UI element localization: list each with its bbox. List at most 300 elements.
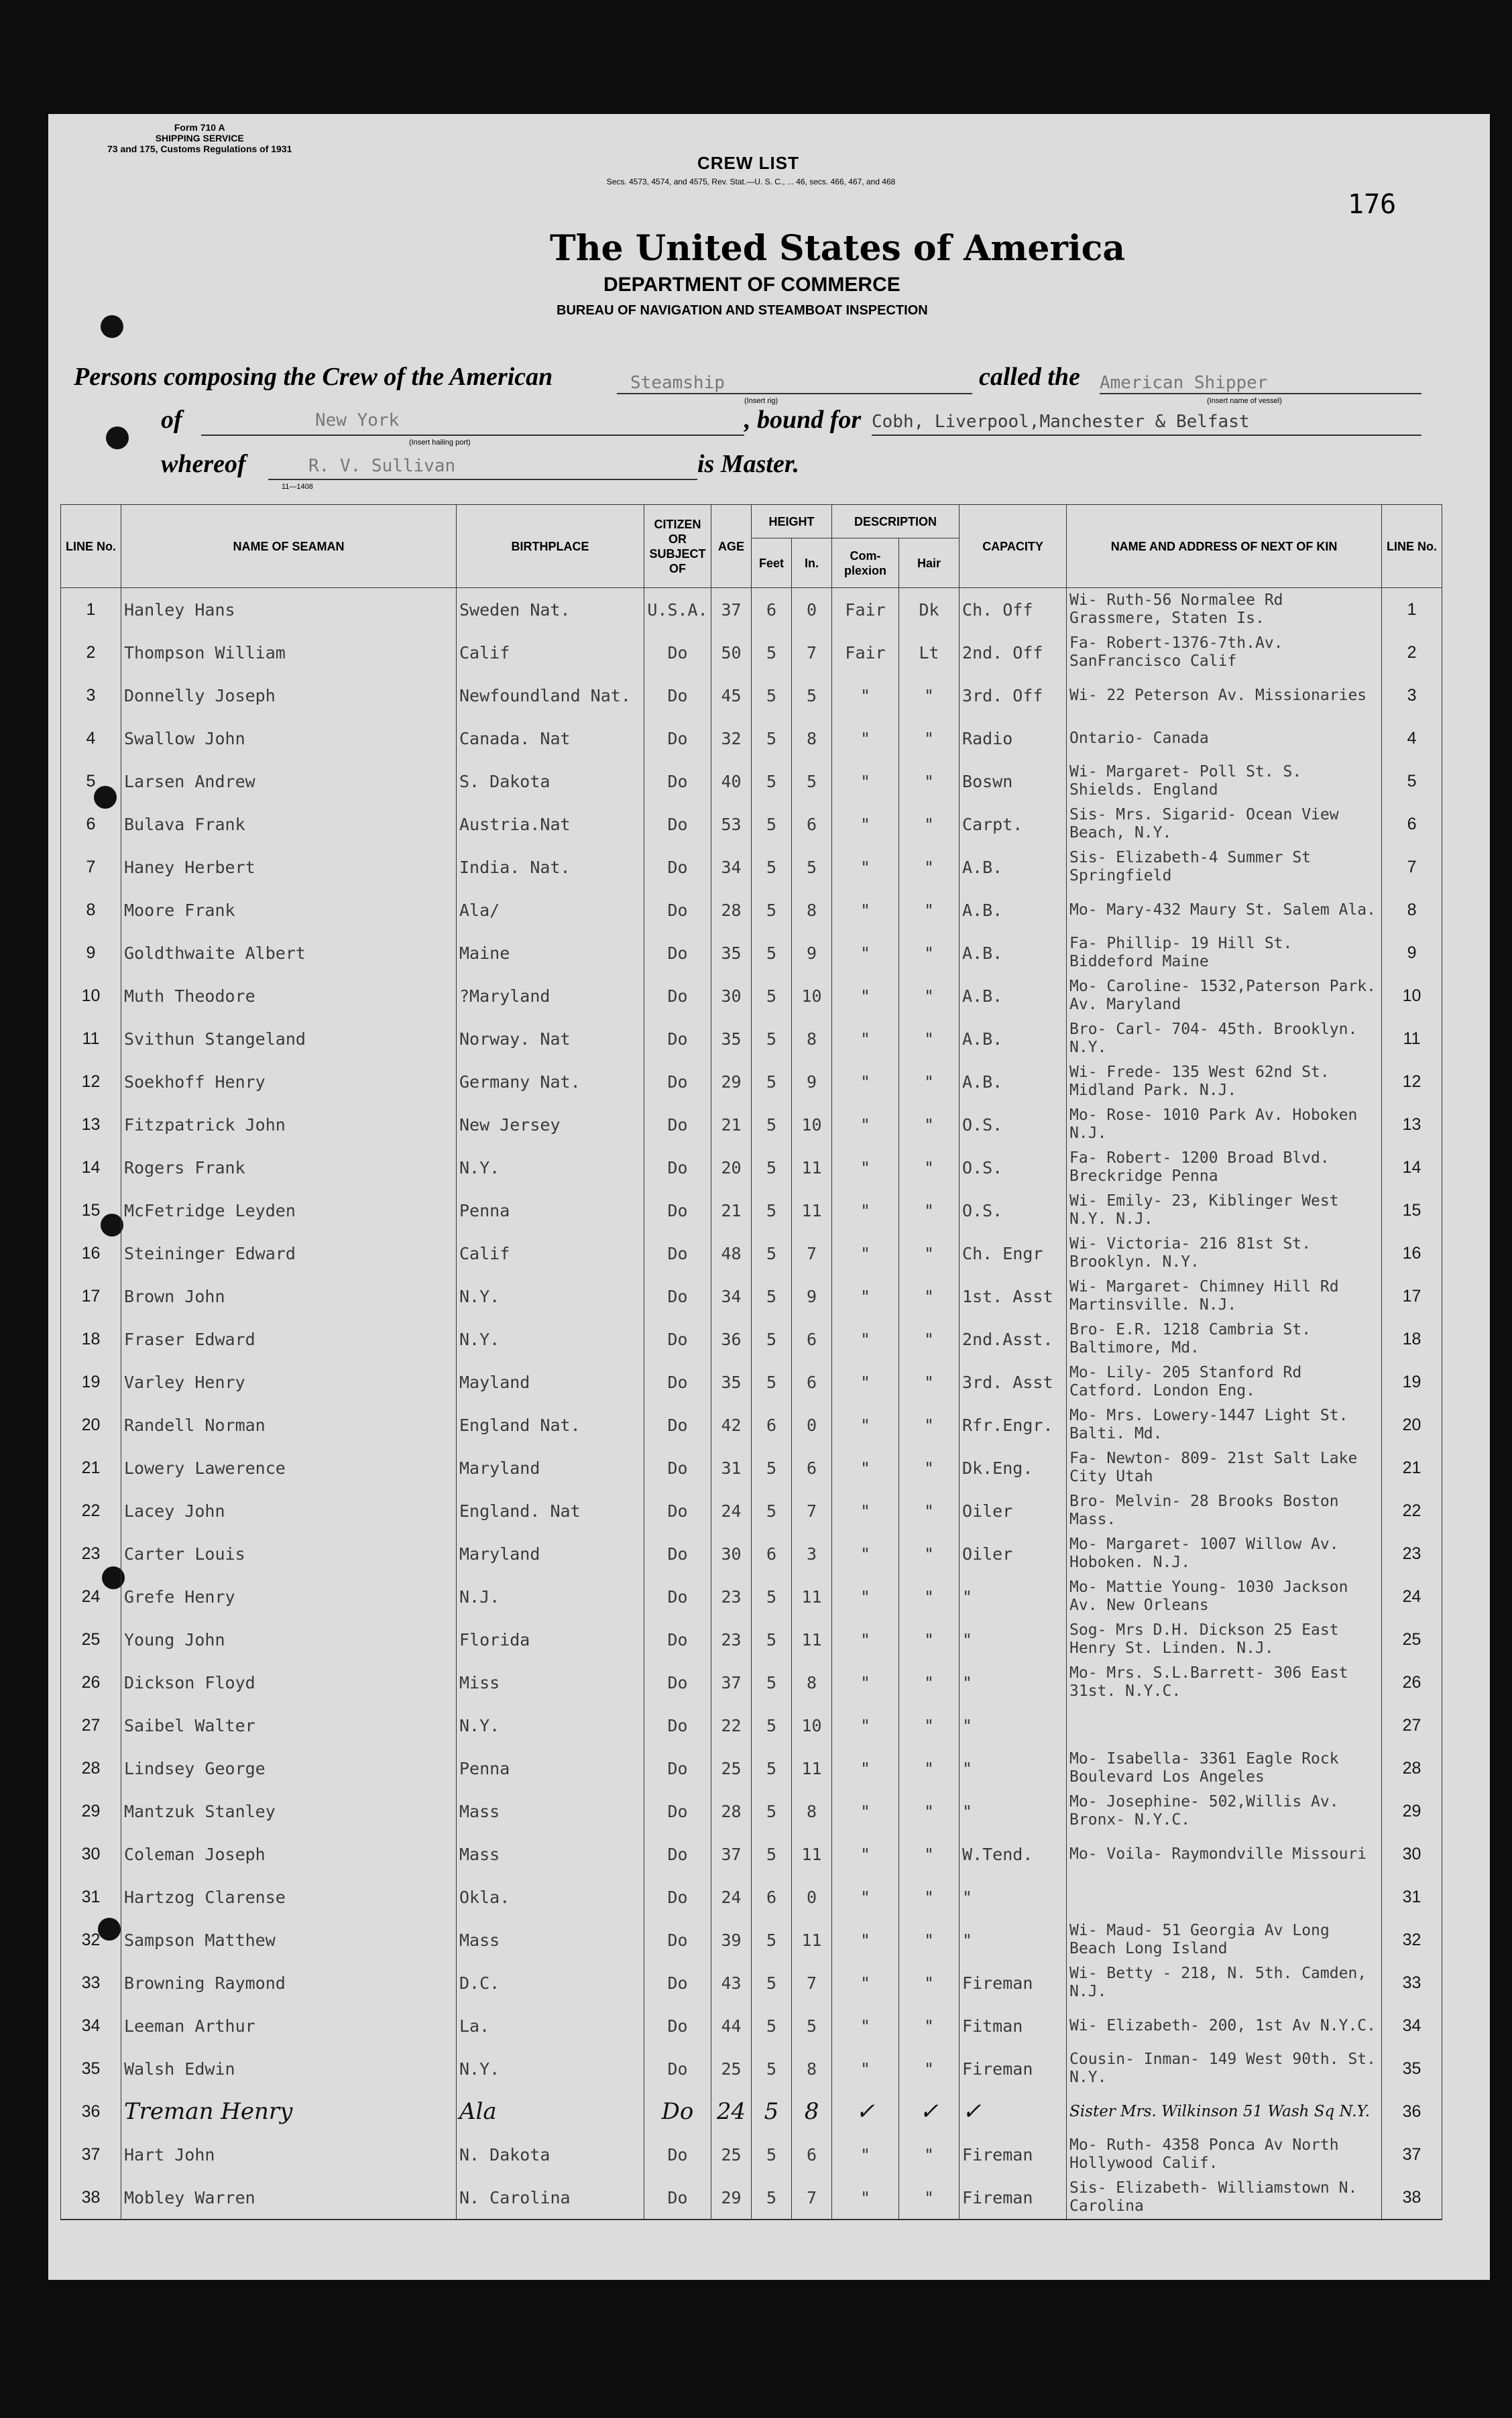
table-row [61, 1232, 1442, 1275]
height-feet: 5 [752, 803, 792, 846]
age: 29 [711, 1060, 752, 1103]
next-of-kin: Mo- Ruth- 4358 Ponca Av North Hollywood Calif. [1067, 2133, 1382, 2176]
table-row [61, 2090, 1442, 2133]
age: 21 [711, 1103, 752, 1146]
line-number: 14 [61, 1146, 121, 1189]
bound-for-label: , bound for [744, 406, 862, 434]
table-row [61, 1318, 1442, 1361]
table-row [61, 1918, 1442, 1961]
complexion: " [832, 1747, 899, 1790]
complexion: " [832, 2004, 899, 2047]
capacity: 2nd. Off [959, 631, 1067, 674]
complexion: Fair [832, 588, 899, 632]
height-feet: 5 [752, 1918, 792, 1961]
height-inches: 0 [792, 1403, 832, 1446]
height-feet: 5 [752, 931, 792, 974]
seaman-name: Coleman Joseph [121, 1833, 457, 1876]
line-number-right: 29 [1382, 1790, 1442, 1833]
table-row [61, 674, 1442, 717]
seaman-name: Lacey John [121, 1489, 457, 1532]
citizen-of: Do [644, 974, 711, 1017]
next-of-kin: Wi- Frede- 135 West 62nd St. Midland Park. N.J. [1067, 1060, 1382, 1103]
hair: ✓ [899, 2090, 959, 2133]
line-number-right: 23 [1382, 1532, 1442, 1575]
table-row [61, 1060, 1442, 1103]
citizen-of: Do [644, 1833, 711, 1876]
seaman-name: Carter Louis [121, 1532, 457, 1575]
table-row [61, 1833, 1442, 1876]
line-number-right: 37 [1382, 2133, 1442, 2176]
seaman-name: Mobley Warren [121, 2176, 457, 2220]
hair: " [899, 1189, 959, 1232]
line-number: 21 [61, 1446, 121, 1489]
complexion: " [832, 1532, 899, 1575]
line-number-right: 26 [1382, 1661, 1442, 1704]
col-capacity: CAPACITY [959, 505, 1067, 588]
birthplace: Sweden Nat. [457, 588, 644, 632]
hair: " [899, 846, 959, 888]
hair: " [899, 1833, 959, 1876]
age: 28 [711, 1790, 752, 1833]
line-number-right: 35 [1382, 2047, 1442, 2090]
hair: " [899, 1232, 959, 1275]
height-feet: 5 [752, 2090, 792, 2133]
height-feet: 6 [752, 1403, 792, 1446]
complexion: " [832, 1275, 899, 1318]
height-feet: 5 [752, 1833, 792, 1876]
line-number: 29 [61, 1790, 121, 1833]
height-feet: 5 [752, 1661, 792, 1704]
vessel-underline [1100, 393, 1421, 394]
capacity: Fireman [959, 2133, 1067, 2176]
height-inches: 9 [792, 1060, 832, 1103]
capacity: A.B. [959, 1060, 1067, 1103]
citizen-of: Do [644, 931, 711, 974]
line-number: 12 [61, 1060, 121, 1103]
age: 23 [711, 1618, 752, 1661]
country-heading: The United States of America [550, 228, 1126, 269]
citizen-of: Do [644, 717, 711, 760]
age: 50 [711, 631, 752, 674]
line-number: 18 [61, 1318, 121, 1361]
hair: " [899, 1275, 959, 1318]
height-feet: 5 [752, 717, 792, 760]
height-feet: 5 [752, 674, 792, 717]
next-of-kin: Wi- Margaret- Poll St. S. Shields. England [1067, 760, 1382, 803]
citizen-of: Do [644, 1403, 711, 1446]
hair: " [899, 1446, 959, 1489]
citizen-of: Do [644, 1361, 711, 1403]
table-row [61, 2047, 1442, 2090]
age: 25 [711, 1747, 752, 1790]
seaman-name: Rogers Frank [121, 1146, 457, 1189]
next-of-kin: Mo- Josephine- 502,Willis Av. Bronx- N.Y.C. [1067, 1790, 1382, 1833]
citizen-of: Do [644, 2090, 711, 2133]
table-row [61, 1361, 1442, 1403]
birthplace: England. Nat [457, 1489, 644, 1532]
seaman-name: Svithun Stangeland [121, 1017, 457, 1060]
complexion: " [832, 1575, 899, 1618]
hair: " [899, 717, 959, 760]
seaman-name: Dickson Floyd [121, 1661, 457, 1704]
line-number: 28 [61, 1747, 121, 1790]
seaman-name: Hanley Hans [121, 588, 457, 632]
birthplace: New Jersey [457, 1103, 644, 1146]
birthplace: N. Carolina [457, 2176, 644, 2220]
height-inches: 8 [792, 888, 832, 931]
citizen-of: Do [644, 2004, 711, 2047]
hair: " [899, 760, 959, 803]
height-inches: 5 [792, 760, 832, 803]
birthplace: Norway. Nat [457, 1017, 644, 1060]
line-number: 1 [61, 588, 121, 632]
capacity: ✓ [959, 2090, 1067, 2133]
birthplace: N.Y. [457, 1146, 644, 1189]
height-inches: 11 [792, 1918, 832, 1961]
is-master-label: is Master. [697, 450, 800, 478]
complexion: " [832, 803, 899, 846]
capacity: 2nd.Asst. [959, 1318, 1067, 1361]
seaman-name: Larsen Andrew [121, 760, 457, 803]
complexion: Fair [832, 631, 899, 674]
line-number: 13 [61, 1103, 121, 1146]
height-feet: 5 [752, 846, 792, 888]
citizen-of: Do [644, 1318, 711, 1361]
table-row [61, 1876, 1442, 1918]
citizen-of: Do [644, 1103, 711, 1146]
hair: " [899, 2004, 959, 2047]
hair: " [899, 1961, 959, 2004]
line-number: 20 [61, 1403, 121, 1446]
citizen-of: Do [644, 1275, 711, 1318]
age: 37 [711, 588, 752, 632]
page-number: 176 [1348, 189, 1397, 220]
complexion: " [832, 1446, 899, 1489]
seaman-name: Fraser Edward [121, 1318, 457, 1361]
line-number-right: 21 [1382, 1446, 1442, 1489]
age: 23 [711, 1575, 752, 1618]
height-feet: 5 [752, 888, 792, 931]
rig-hint: (Insert rig) [744, 397, 778, 405]
line-number-right: 33 [1382, 1961, 1442, 2004]
line-number: 35 [61, 2047, 121, 2090]
capacity: Ch. Off [959, 588, 1067, 632]
department-heading: DEPARTMENT OF COMMERCE [603, 274, 900, 296]
col-hair: Hair [899, 538, 959, 588]
col-height: HEIGHT [752, 505, 832, 538]
height-inches: 6 [792, 1318, 832, 1361]
line-number-right: 30 [1382, 1833, 1442, 1876]
line-number: 36 [61, 2090, 121, 2133]
age: 35 [711, 931, 752, 974]
line-number: 11 [61, 1017, 121, 1060]
crew-table [60, 504, 1442, 2220]
age: 35 [711, 1017, 752, 1060]
complexion: " [832, 1189, 899, 1232]
birthplace: Ala [457, 2090, 644, 2133]
citizen-of: U.S.A. [644, 588, 711, 632]
table-row [61, 1103, 1442, 1146]
height-inches: 7 [792, 1489, 832, 1532]
height-inches: 6 [792, 803, 832, 846]
seaman-name: McFetridge Leyden [121, 1189, 457, 1232]
height-inches: 8 [792, 1790, 832, 1833]
hair: " [899, 1318, 959, 1361]
line-number-right: 28 [1382, 1747, 1442, 1790]
line-number-right: 12 [1382, 1060, 1442, 1103]
capacity: A.B. [959, 888, 1067, 931]
birthplace: Maryland [457, 1446, 644, 1489]
whereof-label: whereof [161, 450, 246, 478]
table-row [61, 1575, 1442, 1618]
hair: " [899, 803, 959, 846]
col-complexion: Com-plexion [832, 538, 899, 588]
table-row [61, 803, 1442, 846]
hair: " [899, 2176, 959, 2220]
capacity: Fireman [959, 2176, 1067, 2220]
capacity: " [959, 1876, 1067, 1918]
port-underline [201, 435, 744, 436]
line-number-right: 22 [1382, 1489, 1442, 1532]
rig-value: Steamship [630, 373, 725, 393]
punch-hole [106, 426, 129, 449]
birthplace: S. Dakota [457, 760, 644, 803]
height-inches: 0 [792, 1876, 832, 1918]
next-of-kin: Sog- Mrs D.H. Dickson 25 East Henry St. Linden. N.J. [1067, 1618, 1382, 1661]
hailing-port: New York [315, 410, 400, 430]
age: 39 [711, 1918, 752, 1961]
next-of-kin: Mo- Lily- 205 Stanford Rd Catford. London Eng. [1067, 1361, 1382, 1403]
age: 30 [711, 974, 752, 1017]
birthplace: Mayland [457, 1361, 644, 1403]
age: 30 [711, 1532, 752, 1575]
seaman-name: Lindsey George [121, 1747, 457, 1790]
capacity: Oiler [959, 1532, 1067, 1575]
hair: " [899, 1489, 959, 1532]
height-inches: 11 [792, 1747, 832, 1790]
table-row [61, 760, 1442, 803]
age: 48 [711, 1232, 752, 1275]
height-feet: 5 [752, 1103, 792, 1146]
table-row [61, 588, 1442, 632]
height-feet: 6 [752, 1532, 792, 1575]
birthplace: D.C. [457, 1961, 644, 2004]
height-inches: 10 [792, 1103, 832, 1146]
capacity: Fireman [959, 1961, 1067, 2004]
age: 28 [711, 888, 752, 931]
birthplace: Maine [457, 931, 644, 974]
height-feet: 5 [752, 974, 792, 1017]
table-row [61, 1790, 1442, 1833]
capacity: Boswn [959, 760, 1067, 803]
height-feet: 5 [752, 1232, 792, 1275]
line-number: 17 [61, 1275, 121, 1318]
citizen-of: Do [644, 803, 711, 846]
seaman-name: Goldthwaite Albert [121, 931, 457, 974]
birthplace: Calif [457, 631, 644, 674]
next-of-kin: Cousin- Inman- 149 West 90th. St. N.Y. [1067, 2047, 1382, 2090]
capacity: Fitman [959, 2004, 1067, 2047]
table-row [61, 1403, 1442, 1446]
age: 24 [711, 2090, 752, 2133]
birthplace: Ala/ [457, 888, 644, 931]
capacity: 3rd. Off [959, 674, 1067, 717]
capacity: Carpt. [959, 803, 1067, 846]
height-feet: 6 [752, 1876, 792, 1918]
line-number: 15 [61, 1189, 121, 1232]
capacity: Oiler [959, 1489, 1067, 1532]
citizen-of: Do [644, 1146, 711, 1189]
line-number: 10 [61, 974, 121, 1017]
seaman-name: Leeman Arthur [121, 2004, 457, 2047]
height-inches: 6 [792, 2133, 832, 2176]
birthplace: Penna [457, 1189, 644, 1232]
line-number-right: 16 [1382, 1232, 1442, 1275]
height-inches: 6 [792, 1446, 832, 1489]
height-inches: 11 [792, 1146, 832, 1189]
complexion: " [832, 1790, 899, 1833]
height-inches: 8 [792, 2090, 832, 2133]
line-number-right: 25 [1382, 1618, 1442, 1661]
line-number-right: 15 [1382, 1189, 1442, 1232]
height-inches: 5 [792, 846, 832, 888]
line-number-right: 9 [1382, 931, 1442, 974]
line-number-right: 18 [1382, 1318, 1442, 1361]
height-inches: 7 [792, 631, 832, 674]
complexion: " [832, 1318, 899, 1361]
complexion: " [832, 717, 899, 760]
capacity: O.S. [959, 1189, 1067, 1232]
next-of-kin: Wi- Margaret- Chimney Hill Rd Martinsville. N.J. [1067, 1275, 1382, 1318]
complexion: " [832, 760, 899, 803]
next-of-kin: Mo- Margaret- 1007 Willow Av. Hoboken. N.J. [1067, 1532, 1382, 1575]
line-number: 30 [61, 1833, 121, 1876]
birthplace: Newfoundland Nat. [457, 674, 644, 717]
seaman-name: Grefe Henry [121, 1575, 457, 1618]
age: 25 [711, 2133, 752, 2176]
seaman-name: Saibel Walter [121, 1704, 457, 1747]
age: 34 [711, 1275, 752, 1318]
table-row [61, 931, 1442, 974]
citizen-of: Do [644, 1532, 711, 1575]
next-of-kin: Bro- E.R. 1218 Cambria St. Baltimore, Md. [1067, 1318, 1382, 1361]
seaman-name: Haney Herbert [121, 846, 457, 888]
citizen-of: Do [644, 674, 711, 717]
next-of-kin: Mo- Mrs. S.L.Barrett- 306 East 31st. N.Y.C. [1067, 1661, 1382, 1704]
form-code: 11—1408 [282, 483, 313, 491]
line-number: 22 [61, 1489, 121, 1532]
line-number-right: 6 [1382, 803, 1442, 846]
hair: Lt [899, 631, 959, 674]
hair: " [899, 1661, 959, 1704]
destination: Cobh, Liverpool,Manchester & Belfast [872, 412, 1250, 432]
complexion: " [832, 846, 899, 888]
seaman-name: Fitzpatrick John [121, 1103, 457, 1146]
citizen-of: Do [644, 1704, 711, 1747]
col-kin: NAME AND ADDRESS OF NEXT OF KIN [1067, 505, 1382, 588]
seaman-name: Varley Henry [121, 1361, 457, 1403]
hair: " [899, 1103, 959, 1146]
capacity: 3rd. Asst [959, 1361, 1067, 1403]
birthplace: Mass [457, 1790, 644, 1833]
next-of-kin: Wi- Emily- 23, Kiblinger West N.Y. N.J. [1067, 1189, 1382, 1232]
master-underline [268, 479, 697, 480]
line-number-right: 7 [1382, 846, 1442, 888]
hair: " [899, 674, 959, 717]
hair: " [899, 1618, 959, 1661]
age: 29 [711, 2176, 752, 2220]
citizen-of: Do [644, 2047, 711, 2090]
citizen-of: Do [644, 888, 711, 931]
next-of-kin [1067, 1876, 1382, 1918]
line-number-right: 17 [1382, 1275, 1442, 1318]
age: 20 [711, 1146, 752, 1189]
complexion: " [832, 1403, 899, 1446]
line-number-right: 19 [1382, 1361, 1442, 1403]
line-number: 8 [61, 888, 121, 931]
destination-underline [872, 435, 1421, 436]
age: 37 [711, 1661, 752, 1704]
bureau-heading: BUREAU OF NAVIGATION AND STEAMBOAT INSPECTION [557, 303, 928, 318]
next-of-kin: Fa- Newton- 809- 21st Salt Lake City Utah [1067, 1446, 1382, 1489]
next-of-kin: Bro- Melvin- 28 Brooks Boston Mass. [1067, 1489, 1382, 1532]
next-of-kin: Mo- Mrs. Lowery-1447 Light St. Balti. Md. [1067, 1403, 1382, 1446]
birthplace: N.Y. [457, 1318, 644, 1361]
line-number: 34 [61, 2004, 121, 2047]
next-of-kin: Fa- Phillip- 19 Hill St. Biddeford Maine [1067, 931, 1382, 974]
height-inches: 8 [792, 1017, 832, 1060]
height-inches: 5 [792, 674, 832, 717]
complexion: " [832, 931, 899, 974]
table-row [61, 1618, 1442, 1661]
hair: " [899, 1361, 959, 1403]
line-number: 32 [61, 1918, 121, 1961]
age: 42 [711, 1403, 752, 1446]
line-number: 7 [61, 846, 121, 888]
capacity: Radio [959, 717, 1067, 760]
next-of-kin: Mo- Voila- Raymondville Missouri [1067, 1833, 1382, 1876]
capacity: " [959, 1618, 1067, 1661]
seaman-name: Muth Theodore [121, 974, 457, 1017]
complexion: " [832, 1489, 899, 1532]
age: 40 [711, 760, 752, 803]
seaman-name: Brown John [121, 1275, 457, 1318]
birthplace: Germany Nat. [457, 1060, 644, 1103]
height-feet: 5 [752, 760, 792, 803]
document-title: CREW LIST [697, 153, 799, 173]
line-number-right: 31 [1382, 1876, 1442, 1918]
capacity: " [959, 1575, 1067, 1618]
line-number-right: 5 [1382, 760, 1442, 803]
hair: " [899, 1790, 959, 1833]
citizen-of: Do [644, 1060, 711, 1103]
seaman-name: Young John [121, 1618, 457, 1661]
line-number-right: 20 [1382, 1403, 1442, 1446]
punch-hole [101, 315, 123, 338]
next-of-kin: Sis- Elizabeth- Williamstown N. Carolina [1067, 2176, 1382, 2220]
citizen-of: Do [644, 760, 711, 803]
height-feet: 5 [752, 1017, 792, 1060]
vessel-hint: (Insert name of vessel) [1207, 397, 1282, 405]
capacity: " [959, 1661, 1067, 1704]
next-of-kin: Fa- Robert- 1200 Broad Blvd. Breckridge Penna [1067, 1146, 1382, 1189]
complexion: " [832, 1103, 899, 1146]
capacity: " [959, 1918, 1067, 1961]
citizen-of: Do [644, 1961, 711, 2004]
height-inches: 11 [792, 1189, 832, 1232]
height-inches: 8 [792, 1661, 832, 1704]
line-number-right: 4 [1382, 717, 1442, 760]
